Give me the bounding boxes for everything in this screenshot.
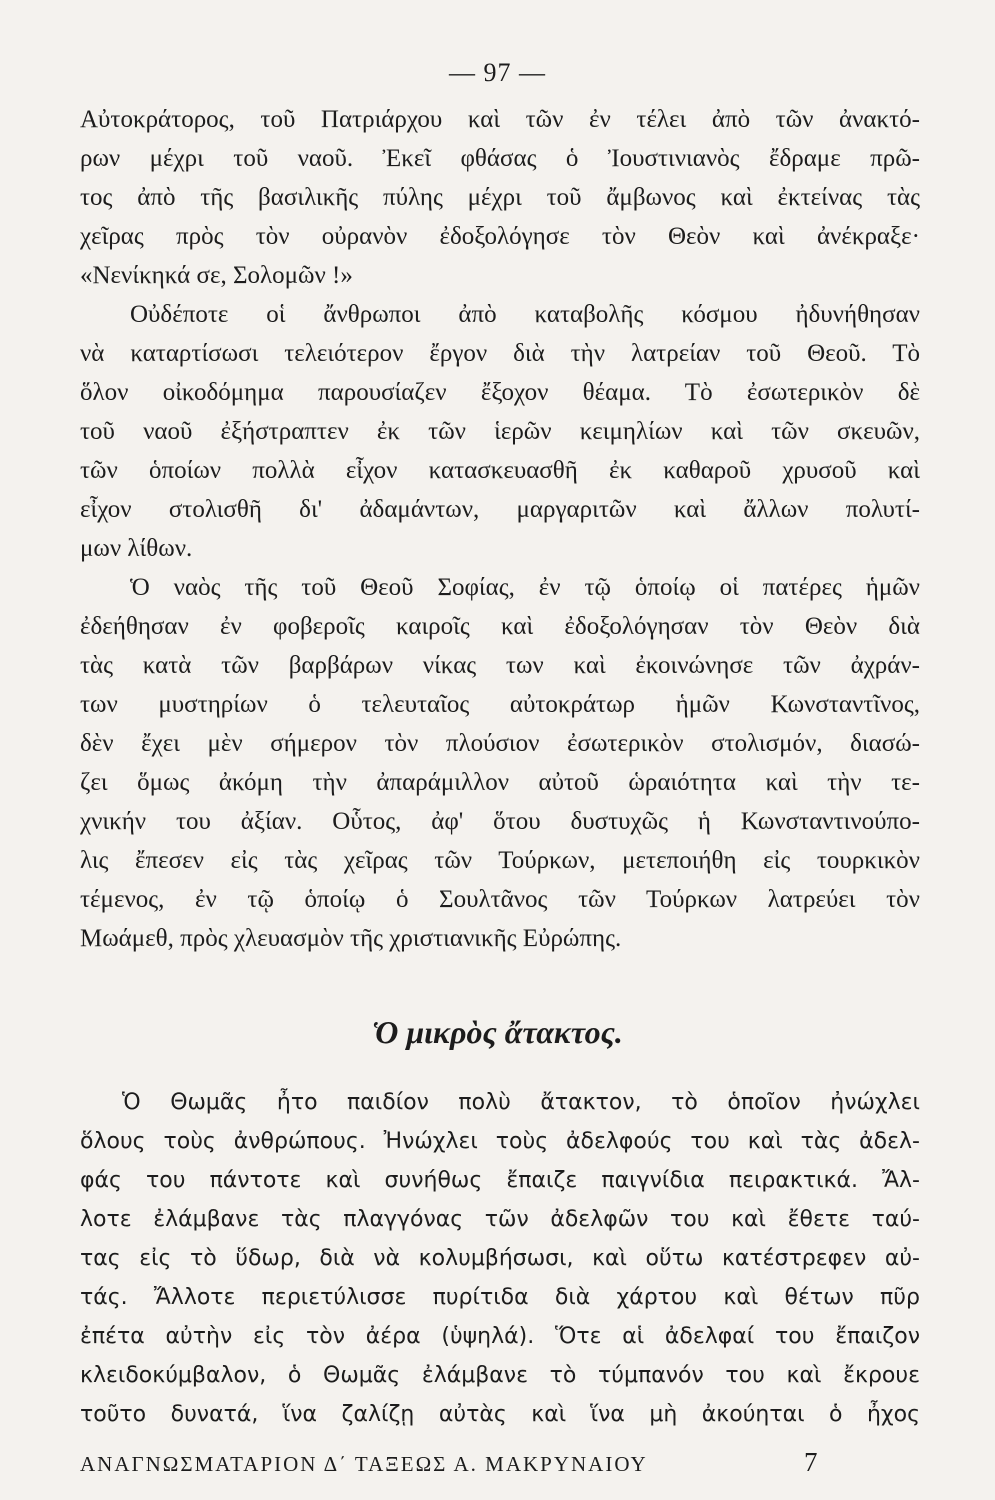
text-line: τοῦ ναοῦ ἐξήστραπτεν ἐκ τῶν ἱερῶν κειμηλίων καὶ τῶν σκευῶν, xyxy=(80,418,920,445)
text-line: δὲν ἔχει μὲν σήμερον τὸν πλούσιον ἐσωτερικὸν στολισμόν, διασώ- xyxy=(80,730,920,757)
text-line: λοτε ἐλάμβανε τὰς πλαγγόνας τῶν ἀδελφῶν του καὶ ἔθετε ταύ- xyxy=(80,1207,920,1232)
text-line: εἶχον στολισθῆ δι' ἀδαμάντων, μαργαριτῶν καὶ ἄλλων πολυτί- xyxy=(80,496,920,523)
text-line: τάς. Ἄλλοτε περιετύλισσε πυρίτιδα διὰ χάρτου καὶ θέτων πῦρ xyxy=(80,1285,920,1310)
text-line: τὰς κατὰ τῶν βαρβάρων νίκας των καὶ ἐκοινώνησε τῶν ἀχράν- xyxy=(80,652,920,679)
text-line: ὅλους τοὺς ἀνθρώπους. Ἠνώχλει τοὺς ἀδελφούς του καὶ τὰς ἀδελ- xyxy=(80,1129,920,1154)
text-line: Ὁ Θωμᾶς ἦτο παιδίον πολὺ ἄτακτον, τὸ ὁποῖον ἠνώχλει xyxy=(122,1090,920,1115)
text-line: χνικήν του ἀξίαν. Οὗτος, ἀφ' ὅτου δυστυχῶς ἡ Κωνσταντινούπο- xyxy=(80,808,920,835)
text-line: τοῦτο δυνατά, ἵνα ζαλίζῃ αὐτὰς καὶ ἵνα μὴ ἀκούηται ὁ ἦχος xyxy=(80,1402,920,1427)
text-line: Ὁ ναὸς τῆς τοῦ Θεοῦ Σοφίας, ἐν τῷ ὁποίῳ οἱ πατέρες ἡμῶν xyxy=(130,574,920,601)
text-line: «Νενίκηκά σε, Σολομῶν !» xyxy=(80,262,353,289)
text-line: φάς του πάντοτε καὶ συνήθως ἔπαιζε παιγνίδια πειρακτικά. Ἄλ- xyxy=(80,1168,920,1193)
text-line: ζει ὅμως ἀκόμη τὴν ἀπαράμιλλον αὐτοῦ ὡραιότητα καὶ τὴν τε- xyxy=(80,769,920,796)
text-line: τῶν ὁποίων πολλὰ εἶχον κατασκευασθῆ ἐκ καθαροῦ χρυσοῦ καὶ xyxy=(80,457,920,484)
text-line: νὰ καταρτίσωσι τελειότερον ἔργον διὰ τὴν λατρείαν τοῦ Θεοῦ. Τὸ xyxy=(80,340,920,367)
text-line: Μωάμεθ, πρὸς χλευασμὸν τῆς χριστιανικῆς Εὐρώπης. xyxy=(80,925,622,952)
text-line: λις ἔπεσεν εἰς τὰς χεῖρας τῶν Τούρκων, μετεποιήθη εἰς τουρκικὸν xyxy=(80,847,920,874)
text-line: ὅλον οἰκοδόμημα παρουσίαζεν ἔξοχον θέαμα. Τὸ ἐσωτερικὸν δὲ xyxy=(80,379,920,406)
text-line: των μυστηρίων ὁ τελευταῖος αὐτοκράτωρ ἡμῶν Κωνσταντῖνος, xyxy=(80,691,920,718)
text-line: τας εἰς τὸ ὕδωρ, διὰ νὰ κολυμβήσωσι, καὶ οὕτω κατέστρεφεν αὐ- xyxy=(80,1246,920,1271)
text-line: Αὐτοκράτορος, τοῦ Πατριάρχου καὶ τῶν ἐν τέλει ἀπὸ τῶν ἀνακτό- xyxy=(80,106,920,133)
text-line: ἐπέτα αὐτὴν εἰς τὸν ἀέρα (ὑψηλά). Ὅτε αἱ ἀδελφαί του ἔπαιζον xyxy=(80,1324,920,1349)
text-line: κλειδοκύμβαλον, ὁ Θωμᾶς ἐλάμβανε τὸ τύμπανόν του καὶ ἔκρουε xyxy=(80,1363,920,1388)
text-line: τος ἀπὸ τῆς βασιλικῆς πύλης μέχρι τοῦ ἄμβωνος καὶ ἐκτείνας τὰς xyxy=(80,184,920,211)
printer-signature: ΑΝΑΓΝΩΣΜΑΤΑΡΙΟΝ Δ΄ ΤΑΞΕΩΣ Α. ΜΑΚΡΥΝΑΙΟΥ xyxy=(80,1452,648,1476)
text-line: Οὐδέποτε οἱ ἄνθρωποι ἀπὸ καταβολῆς κόσμου ἠδυνήθησαν xyxy=(130,301,920,328)
text-line: ρων μέχρι τοῦ ναοῦ. Ἐκεῖ φθάσας ὁ Ἰουστινιανὸς ἔδραμε πρῶ- xyxy=(80,145,920,172)
text-line: ἐδεήθησαν ἐν φοβεροῖς καιροῖς καὶ ἐδοξολόγησαν τὸν Θεὸν διὰ xyxy=(80,613,920,640)
section-heading: Ὁ μικρὸς ἄτακτος. xyxy=(372,1014,623,1050)
text-line: μων λίθων. xyxy=(80,535,193,562)
text-line: τέμενος, ἐν τῷ ὁποίῳ ὁ Σουλτᾶνος τῶν Τούρκων λατρεύει τὸν xyxy=(80,886,920,913)
text-line: χεῖρας πρὸς τὸν οὐρανὸν ἐδοξολόγησε τὸν Θεὸν καὶ ἀνέκραξε· xyxy=(80,223,920,250)
sheet-number: 7 xyxy=(804,1447,818,1477)
page-number: — 97 — xyxy=(449,58,546,87)
